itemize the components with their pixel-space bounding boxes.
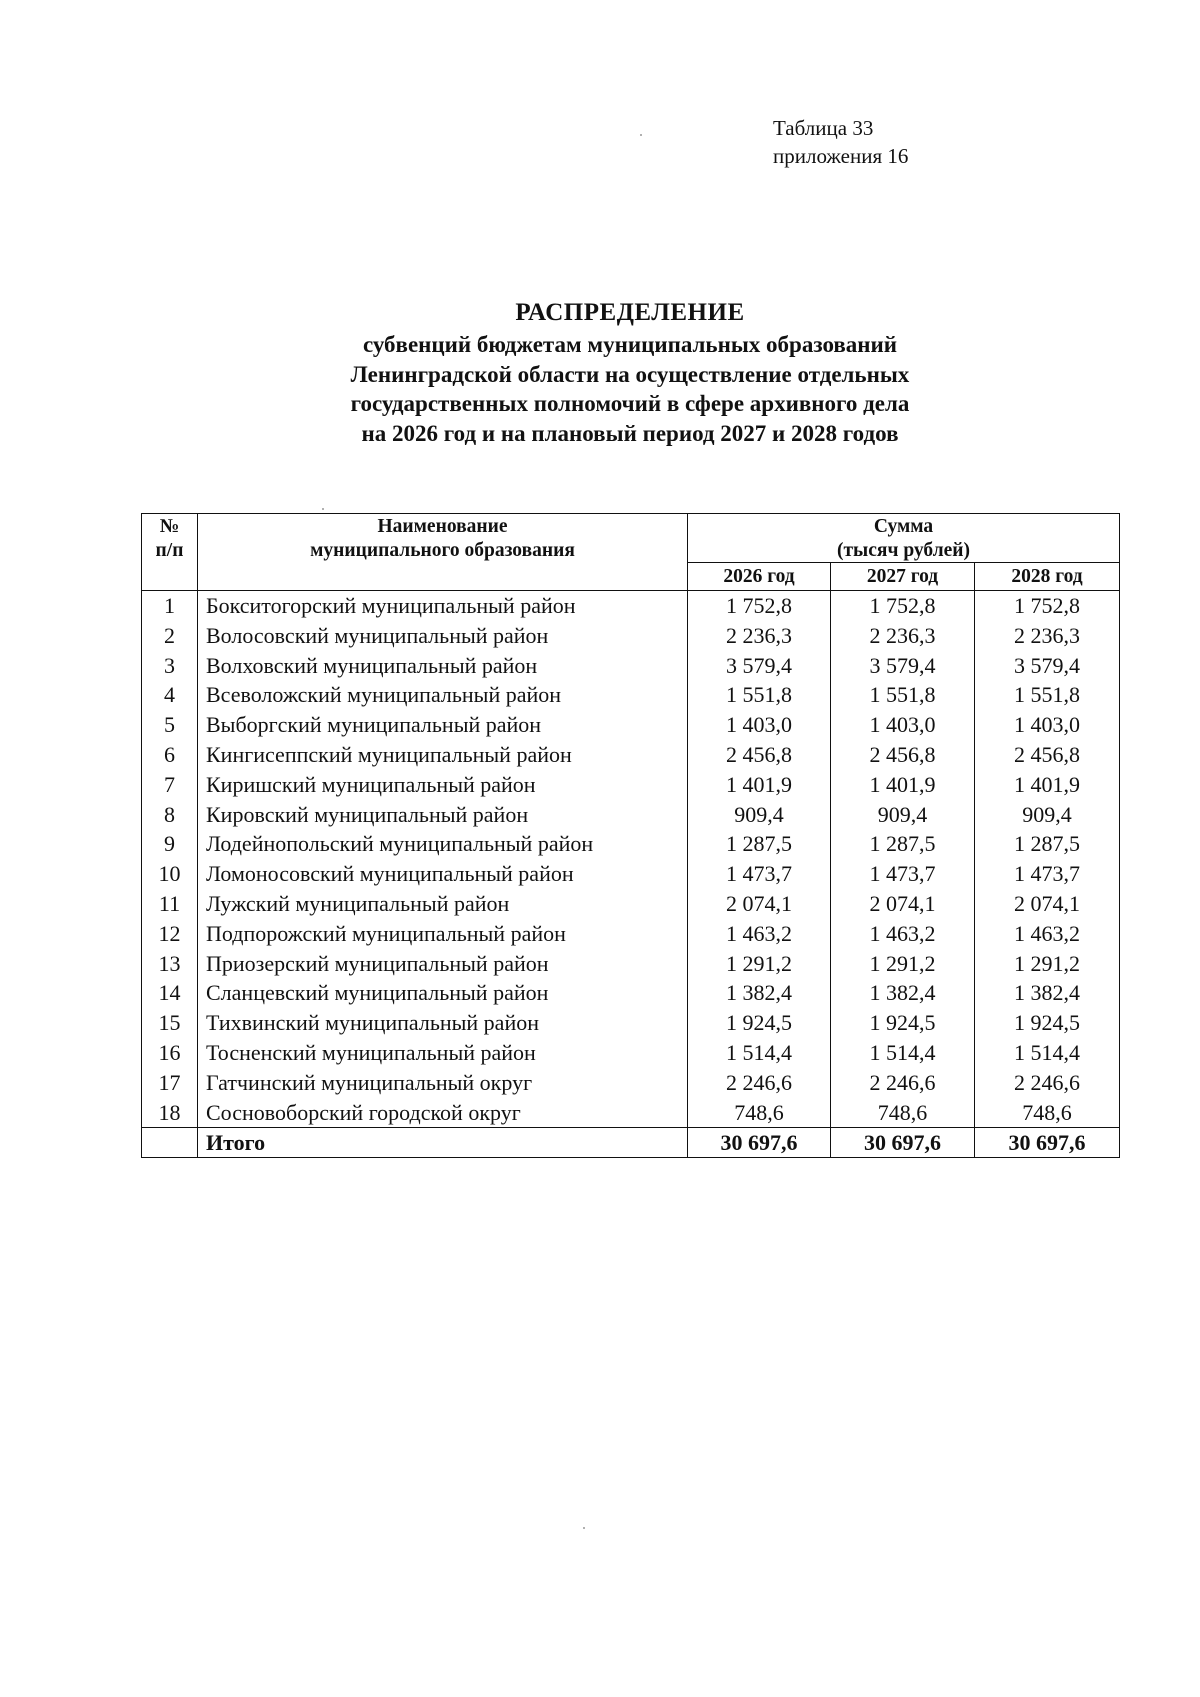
table-row xyxy=(142,978,1120,1008)
row-value-2027: 1 752,8 xyxy=(831,591,975,621)
row-value-2026: 748,6 xyxy=(688,1098,831,1128)
row-value-2028: 1 473,7 xyxy=(975,859,1120,889)
row-value-2026: 1 551,8 xyxy=(688,680,831,710)
row-value-2027: 2 456,8 xyxy=(831,740,975,770)
row-municipality-name: Лужский муниципальный район xyxy=(198,889,688,919)
row-municipality-name: Кировский муниципальный район xyxy=(198,800,688,830)
scan-speck xyxy=(640,134,642,136)
document-title xyxy=(240,296,1020,448)
row-value-2028: 3 579,4 xyxy=(975,651,1120,681)
row-municipality-name: Приозерский муниципальный район xyxy=(198,949,688,979)
row-value-2028: 748,6 xyxy=(975,1098,1120,1128)
table-row xyxy=(142,1098,1120,1128)
table-body xyxy=(142,591,1120,1158)
table-row xyxy=(142,651,1120,681)
title-line: субвенций бюджетам муниципальных образований xyxy=(362,332,898,357)
row-value-2028: 2 246,6 xyxy=(975,1068,1120,1098)
row-number: 13 xyxy=(142,949,198,979)
row-value-2028: 1 924,5 xyxy=(975,1008,1120,1038)
table-row xyxy=(142,800,1120,830)
row-value-2028: 1 382,4 xyxy=(975,978,1120,1008)
row-number: 7 xyxy=(142,770,198,800)
row-municipality-name: Кингисеппский муниципальный район xyxy=(198,740,688,770)
row-municipality-name: Сосновоборский городской округ xyxy=(198,1098,688,1128)
header-spacer xyxy=(198,563,688,591)
table-number: Таблица 33 xyxy=(773,116,874,140)
total-2028: 30 697,6 xyxy=(975,1128,1120,1158)
row-number: 2 xyxy=(142,621,198,651)
row-municipality-name: Бокситогорский муниципальный район xyxy=(198,591,688,621)
row-number: 9 xyxy=(142,829,198,859)
row-value-2027: 2 074,1 xyxy=(831,889,975,919)
row-value-2027: 1 403,0 xyxy=(831,710,975,740)
total-label: Итого xyxy=(198,1128,688,1158)
row-number: 12 xyxy=(142,919,198,949)
row-value-2028: 1 752,8 xyxy=(975,591,1120,621)
header-name-sub: муниципального образования xyxy=(198,540,688,563)
row-municipality-name: Гатчинский муниципальный округ xyxy=(198,1068,688,1098)
row-number: 4 xyxy=(142,680,198,710)
table-row xyxy=(142,829,1120,859)
row-number: 17 xyxy=(142,1068,198,1098)
header-sum: Сумма xyxy=(688,514,1120,541)
table-row xyxy=(142,889,1120,919)
row-municipality-name: Сланцевский муниципальный район xyxy=(198,978,688,1008)
row-value-2026: 1 382,4 xyxy=(688,978,831,1008)
row-value-2026: 1 924,5 xyxy=(688,1008,831,1038)
row-value-2028: 2 074,1 xyxy=(975,889,1120,919)
row-value-2026: 2 236,3 xyxy=(688,621,831,651)
row-value-2026: 1 514,4 xyxy=(688,1038,831,1068)
row-value-2026: 2 246,6 xyxy=(688,1068,831,1098)
row-value-2028: 909,4 xyxy=(975,800,1120,830)
row-municipality-name: Подпорожский муниципальный район xyxy=(198,919,688,949)
row-value-2026: 1 473,7 xyxy=(688,859,831,889)
table-row xyxy=(142,1008,1120,1038)
row-value-2028: 1 403,0 xyxy=(975,710,1120,740)
row-municipality-name: Ломоносовский муниципальный район xyxy=(198,859,688,889)
row-municipality-name: Выборгский муниципальный район xyxy=(198,710,688,740)
row-value-2028: 1 287,5 xyxy=(975,829,1120,859)
row-value-2026: 909,4 xyxy=(688,800,831,830)
row-value-2027: 1 924,5 xyxy=(831,1008,975,1038)
row-number: 11 xyxy=(142,889,198,919)
row-value-2027: 1 291,2 xyxy=(831,949,975,979)
header-sum-unit: (тысяч рублей) xyxy=(688,540,1120,563)
row-number: 1 xyxy=(142,591,198,621)
row-value-2026: 1 403,0 xyxy=(688,710,831,740)
table-row xyxy=(142,1068,1120,1098)
row-value-2027: 1 514,4 xyxy=(831,1038,975,1068)
total-2027: 30 697,6 xyxy=(831,1128,975,1158)
row-municipality-name: Тосненский муниципальный район xyxy=(198,1038,688,1068)
title-line: на 2026 год и на плановый период 2027 и 2028 годов xyxy=(361,420,899,446)
distribution-table xyxy=(141,513,1120,1158)
row-number: 5 xyxy=(142,710,198,740)
table-row xyxy=(142,1038,1120,1068)
table-row xyxy=(142,949,1120,979)
row-value-2027: 2 246,6 xyxy=(831,1068,975,1098)
row-municipality-name: Волосовский муниципальный район xyxy=(198,621,688,651)
row-value-2027: 748,6 xyxy=(831,1098,975,1128)
row-municipality-name: Киришский муниципальный район xyxy=(198,770,688,800)
table-row xyxy=(142,591,1120,621)
table-row xyxy=(142,859,1120,889)
row-value-2026: 1 752,8 xyxy=(688,591,831,621)
row-value-2026: 2 456,8 xyxy=(688,740,831,770)
row-number: 8 xyxy=(142,800,198,830)
row-value-2026: 1 287,5 xyxy=(688,829,831,859)
row-value-2028: 1 401,9 xyxy=(975,770,1120,800)
header-name: Наименование xyxy=(198,514,688,541)
scan-speck xyxy=(322,508,324,510)
header-year-2027: 2027 год xyxy=(831,563,975,591)
title-line: Ленинградской области на осуществление отдельных xyxy=(350,361,910,387)
appendix-number: приложения 16 xyxy=(773,144,909,168)
row-value-2026: 3 579,4 xyxy=(688,651,831,681)
table-row xyxy=(142,740,1120,770)
row-value-2027: 1 382,4 xyxy=(831,978,975,1008)
row-value-2026: 2 074,1 xyxy=(688,889,831,919)
row-value-2028: 1 291,2 xyxy=(975,949,1120,979)
row-number: 3 xyxy=(142,651,198,681)
row-number: 6 xyxy=(142,740,198,770)
row-value-2027: 3 579,4 xyxy=(831,651,975,681)
row-value-2026: 1 463,2 xyxy=(688,919,831,949)
header-year-2028: 2028 год xyxy=(975,563,1120,591)
row-value-2027: 909,4 xyxy=(831,800,975,830)
scan-speck xyxy=(583,1527,585,1529)
total-2026: 30 697,6 xyxy=(688,1128,831,1158)
row-value-2027: 1 463,2 xyxy=(831,919,975,949)
table-row xyxy=(142,770,1120,800)
table-reference xyxy=(773,114,908,170)
row-municipality-name: Всеволожский муниципальный район xyxy=(198,680,688,710)
row-municipality-name: Тихвинский муниципальный район xyxy=(198,1008,688,1038)
row-value-2028: 1 514,4 xyxy=(975,1038,1120,1068)
row-value-2027: 1 287,5 xyxy=(831,829,975,859)
table-row xyxy=(142,680,1120,710)
row-municipality-name: Лодейнопольский муниципальный район xyxy=(198,829,688,859)
table-row xyxy=(142,710,1120,740)
row-value-2026: 1 291,2 xyxy=(688,949,831,979)
row-value-2027: 1 551,8 xyxy=(831,680,975,710)
row-value-2027: 1 473,7 xyxy=(831,859,975,889)
row-value-2027: 1 401,9 xyxy=(831,770,975,800)
row-value-2028: 1 551,8 xyxy=(975,680,1120,710)
title-line: государственных полномочий в сфере архивного дела xyxy=(350,391,910,416)
row-number: 16 xyxy=(142,1038,198,1068)
row-number: 15 xyxy=(142,1008,198,1038)
header-number: № xyxy=(142,514,198,541)
title-heading: РАСПРЕДЕЛЕНИЕ xyxy=(515,299,745,326)
row-value-2028: 2 236,3 xyxy=(975,621,1120,651)
header-year-2026: 2026 год xyxy=(688,563,831,591)
row-number: 14 xyxy=(142,978,198,1008)
row-municipality-name: Волховский муниципальный район xyxy=(198,651,688,681)
header-spacer xyxy=(142,563,198,591)
row-value-2028: 2 456,8 xyxy=(975,740,1120,770)
header-number-sub: п/п xyxy=(142,540,198,563)
row-number: 10 xyxy=(142,859,198,889)
total-row xyxy=(142,1128,1120,1158)
total-number-cell xyxy=(142,1128,198,1158)
row-value-2026: 1 401,9 xyxy=(688,770,831,800)
table-row xyxy=(142,919,1120,949)
table-row xyxy=(142,621,1120,651)
row-value-2028: 1 463,2 xyxy=(975,919,1120,949)
row-value-2027: 2 236,3 xyxy=(831,621,975,651)
row-number: 18 xyxy=(142,1098,198,1128)
